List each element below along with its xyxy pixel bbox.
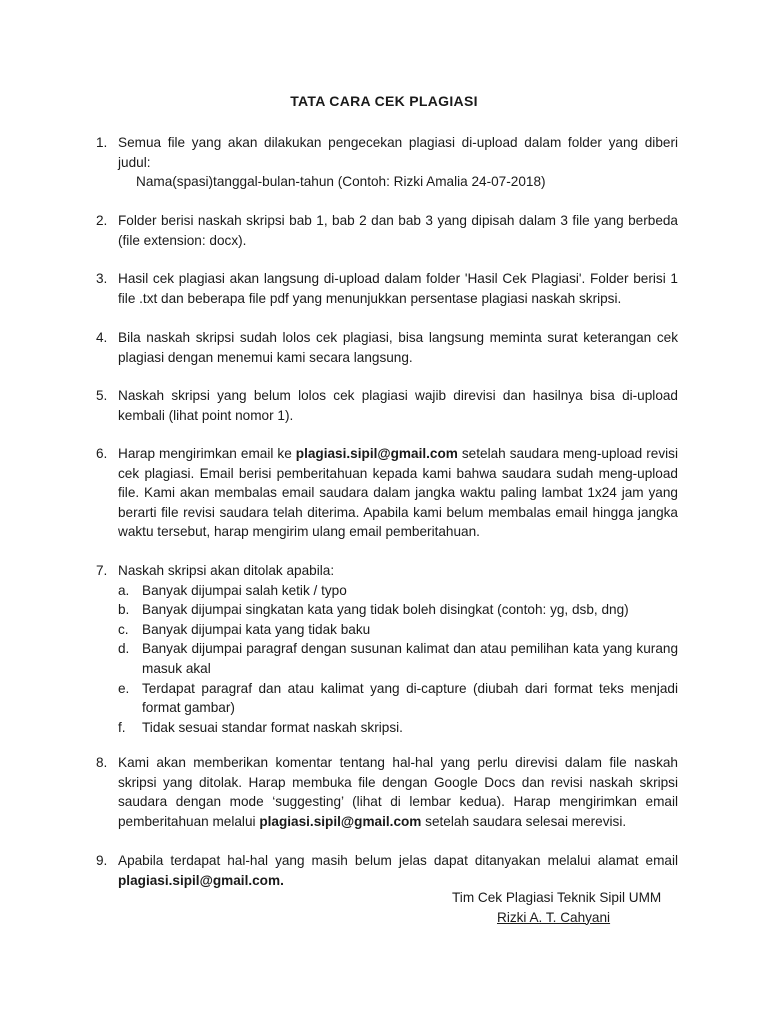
item-number: 1. bbox=[96, 135, 108, 150]
sub-item-text: Terdapat paragraf dan atau kalimat yang di-capture (diubah dari format teks menjadi format gambar) bbox=[142, 680, 678, 716]
sub-item-letter: d. bbox=[118, 641, 130, 657]
sub-item-a bbox=[118, 581, 678, 601]
sub-item-letter: a. bbox=[118, 582, 130, 598]
sub-item-text: Tidak sesuai standar format naskah skripsi. bbox=[142, 719, 403, 735]
sub-item-text: Banyak dijumpai salah ketik / typo bbox=[142, 582, 347, 598]
sub-item-text: Banyak dijumpai singkatan kata yang tidak boleh disingkat (contoh: yg, dsb, dng) bbox=[142, 602, 629, 618]
item-number: 7. bbox=[96, 563, 108, 578]
item-number: 2. bbox=[96, 213, 108, 228]
list-item-1 bbox=[96, 133, 678, 192]
item-text: Naskah skripsi yang belum lolos cek plagiasi wajib direvisi dan hasilnya bisa di-upload kembali (lihat point nomor 1). bbox=[118, 388, 678, 423]
item-number: 5. bbox=[96, 388, 108, 403]
sub-item-letter: c. bbox=[118, 621, 129, 637]
item-text-pre: Apabila terdapat hal-hal yang masih belum jelas dapat ditanyakan melalui alamat email bbox=[118, 853, 678, 868]
list-item-6 bbox=[96, 444, 678, 542]
document-title: TATA CARA CEK PLAGIASI bbox=[290, 93, 478, 109]
item-text-pre: Kami akan memberikan komentar tentang hal-hal yang perlu direvisi dalam file naskah skripsi yang ditolak. Harap membuka file dengan Google Docs dan revisi naskah skripsi saudara dengan mode ‘suggesting’ (lihat di lembar kedua). Harap mengirimkan email pemberitahuan melalui bbox=[118, 755, 678, 829]
item-text-post: setelah saudara meng-upload revisi cek plagiasi. Email berisi pemberitahuan kepada kami bahwa saudara sudah meng-upload file. Kami akan membalas email saudara dalam jangka waktu paling lambat 1x24 jam yang berarti file revisi saudara telah diterima. Apabila kami belum membalas email hingga jangka waktu tersebut, harap mengirim ulang email pemberitahuan. bbox=[118, 446, 678, 540]
item-text bbox=[118, 753, 678, 831]
signature-name: Rizki A. T. Cahyani bbox=[497, 909, 611, 925]
item-number: 4. bbox=[96, 330, 108, 345]
email-link[interactable]: plagiasi.sipil@gmail.com bbox=[259, 813, 422, 829]
list-item-4 bbox=[96, 328, 678, 367]
list-item-3 bbox=[96, 269, 678, 308]
item-text-post: setelah saudara selesai merevisi. bbox=[421, 813, 627, 829]
email-link[interactable]: plagiasi.sipil@gmail.com. bbox=[118, 872, 284, 888]
item-indent-text: Nama(spasi)tanggal-bulan-tahun (Contoh: Rizki Amalia 24-07-2018) bbox=[136, 174, 546, 190]
sub-item-letter: b. bbox=[118, 602, 130, 618]
sub-item-b bbox=[118, 600, 678, 620]
sub-item-letter: f. bbox=[118, 719, 126, 735]
list-item-7 bbox=[96, 561, 678, 737]
item-text: Folder berisi naskah skripsi bab 1, bab 2 dan bab 3 yang dipisah dalam 3 file yang berbeda (file extension: docx). bbox=[118, 213, 678, 248]
item-text: Bila naskah skripsi sudah lolos cek plagiasi, bisa langsung meminta surat keterangan cek plagiasi dengan menemui kami secara langsung. bbox=[118, 330, 678, 365]
sub-item-e bbox=[118, 679, 678, 718]
list-item-8 bbox=[96, 753, 678, 831]
item-text: Semua file yang akan dilakukan pengecekan plagiasi di-upload dalam folder yang diberi judul: bbox=[118, 135, 678, 170]
item-number: 8. bbox=[96, 755, 108, 770]
signature-block bbox=[452, 888, 692, 927]
item-text: Naskah skripsi akan ditolak apabila: bbox=[118, 563, 335, 578]
list-item-5 bbox=[96, 386, 678, 425]
item-text: Hasil cek plagiasi akan langsung di-upload dalam folder 'Hasil Cek Plagiasi'. Folder berisi 1 file .txt dan beberapa file pdf yang menunjukkan persentase plagiasi naskah skripsi. bbox=[118, 271, 678, 306]
sub-item-c bbox=[118, 620, 678, 640]
sub-item-letter: e. bbox=[118, 680, 130, 696]
item-number: 9. bbox=[96, 853, 108, 868]
sub-item-d bbox=[118, 639, 678, 678]
sub-item-f bbox=[118, 718, 678, 738]
item-text-pre: Harap mengirimkan email ke bbox=[118, 446, 296, 461]
list-item-9 bbox=[96, 851, 678, 890]
item-number: 6. bbox=[96, 446, 108, 461]
list-item-2 bbox=[96, 211, 678, 250]
item-number: 3. bbox=[96, 271, 108, 286]
sub-item-text: Banyak dijumpai kata yang tidak baku bbox=[142, 621, 371, 637]
item-text bbox=[118, 851, 678, 890]
email-link[interactable]: plagiasi.sipil@gmail.com bbox=[295, 446, 458, 461]
sub-item-text: Banyak dijumpai paragraf dengan susunan kalimat dan atau pemilihan kata yang kurang masuk akal bbox=[142, 641, 678, 676]
signature-org: Tim Cek Plagiasi Teknik Sipil UMM bbox=[452, 890, 662, 905]
item-text bbox=[118, 444, 678, 542]
